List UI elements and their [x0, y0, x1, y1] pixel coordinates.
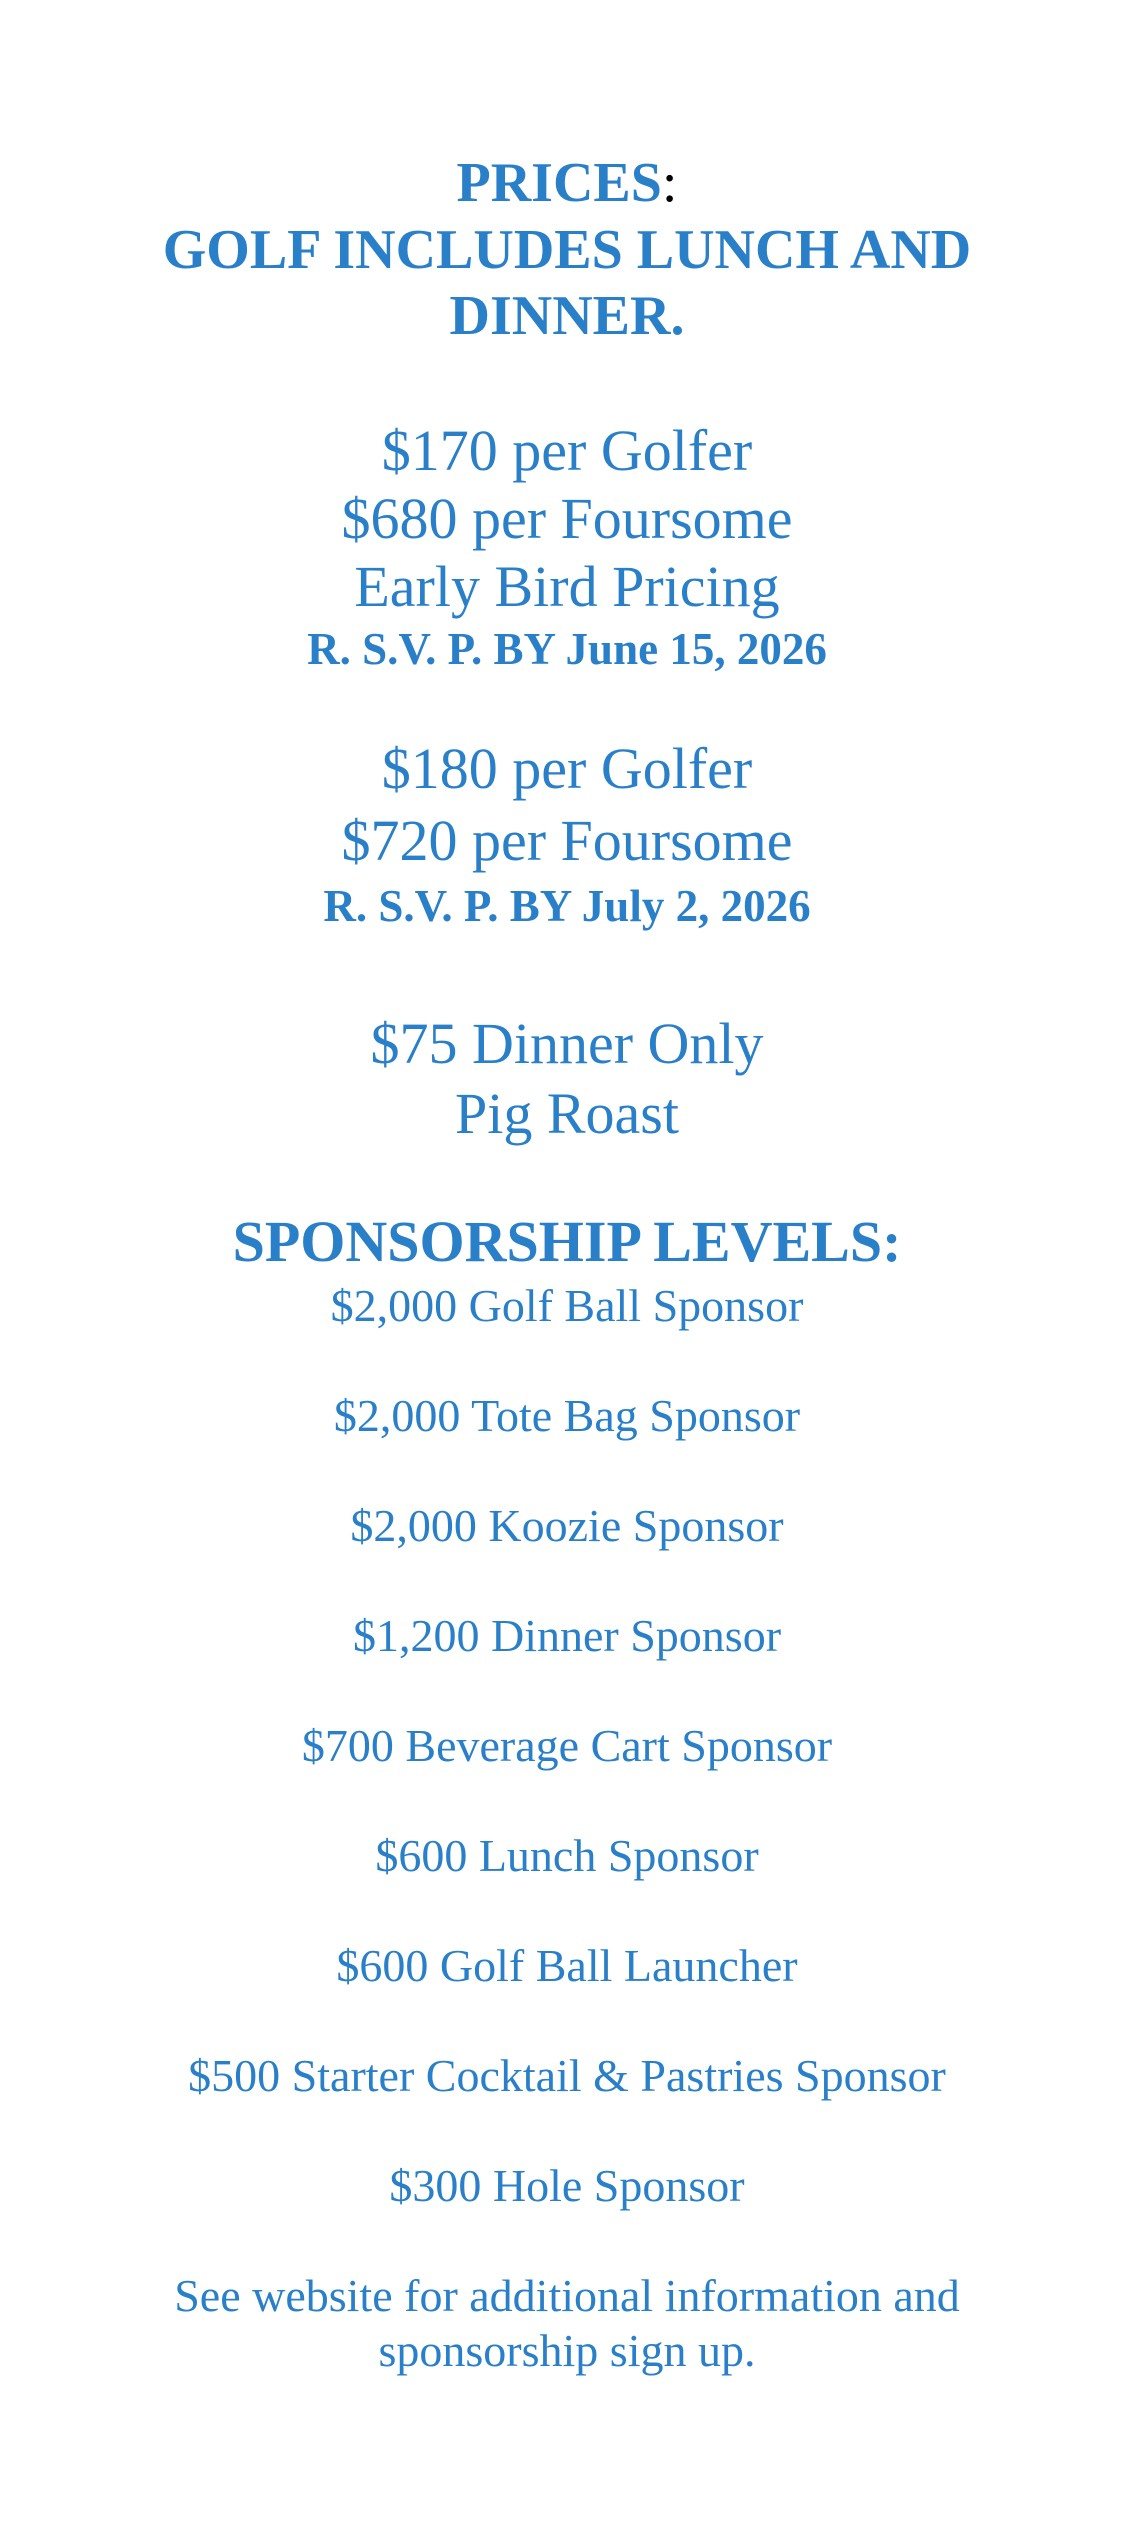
early-bird-label: Early Bird Pricing — [354, 554, 780, 619]
website-note-line1: See website for additional information and — [174, 2270, 960, 2321]
sponsor-level: $1,200 Dinner Sponsor — [352, 1610, 782, 1661]
sponsor-level: $2,000 Koozie Sponsor — [350, 1500, 784, 1551]
early-rsvp-date: R. S.V. P. BY June 15, 2026 — [307, 624, 827, 674]
sponsor-level: $300 Hole Sponsor — [389, 2160, 745, 2211]
early-per-golfer: $170 per Golfer — [381, 418, 753, 483]
prices-heading-colon: : — [661, 152, 678, 214]
regular-per-foursome: $720 per Foursome — [341, 808, 793, 873]
regular-per-golfer: $180 per Golfer — [381, 736, 753, 801]
sponsor-level: $700 Beverage Cart Sponsor — [301, 1720, 833, 1771]
prices-heading-word: PRICES — [456, 152, 662, 214]
dinner-only-price: $75 Dinner Only — [370, 1011, 764, 1076]
golf-includes-line1: GOLF INCLUDES LUNCH AND — [162, 219, 972, 281]
sponsor-level: $500 Starter Cocktail & Pastries Sponsor — [188, 2050, 946, 2101]
sponsor-level: $2,000 Tote Bag Sponsor — [333, 1390, 801, 1441]
website-note-line2: sponsorship sign up. — [378, 2325, 756, 2376]
sponsorship-heading: SPONSORSHIP LEVELS: — [232, 1209, 902, 1274]
prices-heading — [0, 152, 1134, 214]
sponsor-level: $2,000 Golf Ball Sponsor — [330, 1280, 804, 1331]
pig-roast-note: Pig Roast — [455, 1081, 679, 1146]
regular-rsvp-date: R. S.V. P. BY July 2, 2026 — [323, 881, 811, 931]
sponsor-level: $600 Golf Ball Launcher — [336, 1940, 798, 1991]
golf-includes-line2: DINNER. — [449, 285, 685, 347]
early-per-foursome: $680 per Foursome — [341, 486, 793, 551]
sponsor-level: $600 Lunch Sponsor — [375, 1830, 759, 1881]
